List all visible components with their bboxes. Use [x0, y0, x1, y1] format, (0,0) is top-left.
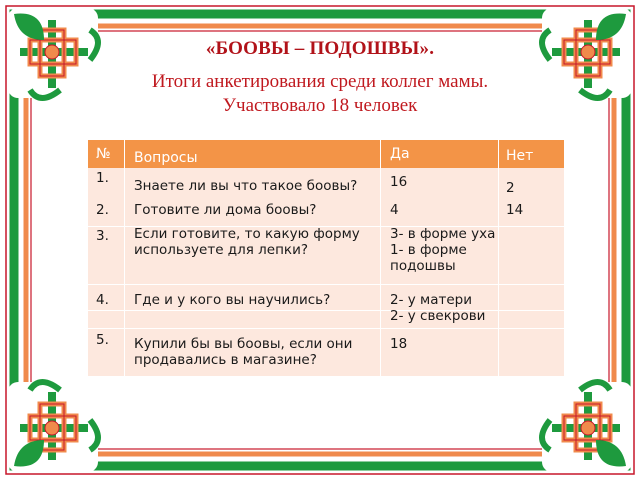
row-2-number: 2. [96, 202, 109, 218]
row-5-yes: 18 [390, 336, 408, 352]
row-2-question: Готовите ли дома боовы? [134, 202, 317, 218]
header-number: № [96, 146, 111, 162]
row-2-yes: 4 [390, 202, 399, 218]
corner-ornament-bottom-left [8, 382, 98, 472]
row-1-question: Знаете ли вы что такое боовы? [134, 178, 358, 194]
header-questions: Вопросы [134, 150, 198, 166]
row-separator [88, 310, 564, 311]
page-subtitle [0, 70, 640, 118]
row-4-question: Где и у кого вы научились? [134, 292, 331, 308]
column-separator [498, 140, 499, 376]
row-1-no: 2 [506, 180, 515, 196]
row-separator [88, 284, 564, 285]
subtitle-line-1: Итоги анкетирования среди коллег мамы. [151, 71, 489, 92]
column-separator [124, 140, 125, 376]
row-separator [88, 328, 564, 329]
row-3-question: Если готовите, то какую форму используете для лепки? [134, 226, 360, 258]
column-separator [380, 140, 381, 376]
header-no: Нет [506, 148, 534, 164]
row-1-number: 1. [96, 170, 109, 186]
subtitle-line-2: Участвовало 18 человек [222, 95, 418, 116]
row-4-number: 4. [96, 292, 109, 308]
row-5-number: 5. [96, 332, 109, 348]
row-3-yes: 3- в форме уха 1- в форме подошвы [390, 226, 496, 274]
page-title: «БООВЫ – ПОДОШВЫ». [205, 38, 435, 59]
row-1-yes: 16 [390, 174, 408, 190]
row-2-no: 14 [506, 202, 524, 218]
row-3-number: 3. [96, 228, 109, 244]
corner-ornament-bottom-right [542, 382, 632, 472]
row-5-question: Купили бы вы боовы, если они продавались в магазине? [134, 336, 353, 368]
row-4-yes: 2- у матери 2- у свекрови [390, 292, 486, 324]
survey-table [88, 140, 564, 376]
header-yes: Да [390, 146, 410, 162]
